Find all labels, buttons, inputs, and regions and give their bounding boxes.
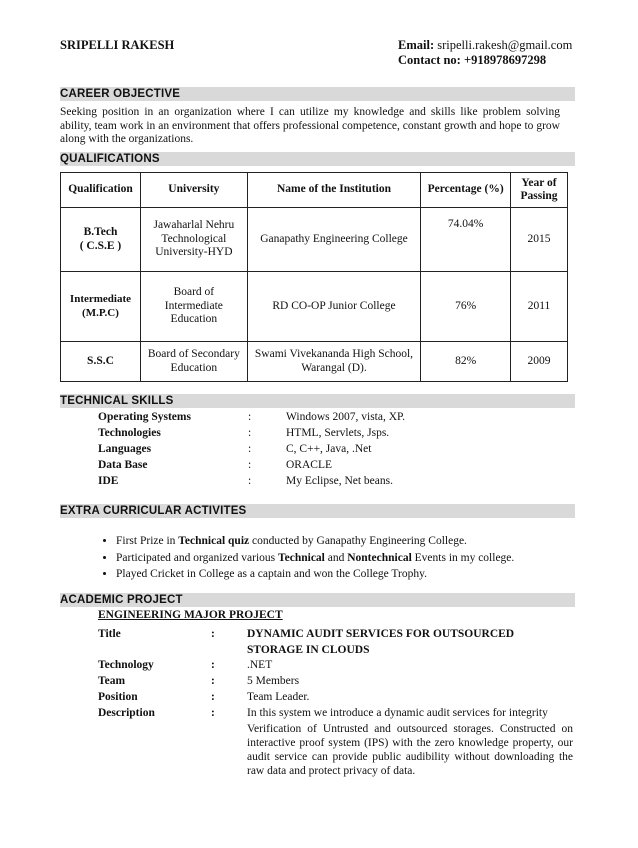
cell-percentage: 76%: [421, 272, 511, 342]
item-text: conducted by Ganapathy Engineering College.: [249, 535, 467, 547]
item-text: Played Cricket in College as a captain and won the College Trophy.: [116, 568, 427, 580]
project-value: In this system we introduce a dynamic audit services for integrity: [247, 707, 548, 719]
contact-value: +918978697298: [463, 53, 547, 67]
project-value: Team Leader.: [247, 691, 310, 703]
email-line: [398, 38, 572, 53]
skill-label: IDE: [98, 475, 119, 487]
candidate-name: SRIPELLI RAKESH: [60, 38, 175, 52]
col-header-university: University: [140, 173, 247, 208]
cell-qualification: B.Tech ( C.S.E ): [61, 208, 141, 272]
list-item: [116, 550, 514, 567]
skill-label: Languages: [98, 443, 152, 455]
section-title-qualifications: QUALIFICATIONS: [60, 153, 160, 165]
project-label: Title: [98, 628, 121, 640]
skill-separator: :: [248, 443, 252, 455]
table-row: [61, 208, 568, 272]
project-label: Position: [98, 691, 138, 703]
cell-percentage: 82%: [421, 342, 511, 382]
item-text: First Prize in: [116, 535, 179, 547]
project-subtitle: ENGINEERING MAJOR PROJECT: [98, 609, 283, 621]
skill-label: Data Base: [98, 459, 148, 471]
cell-institution: Ganapathy Engineering College: [247, 208, 420, 272]
project-label: Team: [98, 675, 126, 687]
cell-university: Jawaharlal Nehru Technological University-HYD: [140, 208, 247, 272]
list-item: [116, 533, 514, 550]
project-separator: :: [211, 628, 215, 640]
project-value: 5 Members: [247, 675, 300, 687]
project-description: Verification of Untrusted and outsourced storages. Constructed on interactive proof system (IPS) with the zero knowledge property, our audit service can provide public audibility without downloading the raw data and protect privacy of data.: [247, 723, 573, 777]
col-header-year: Year of Passing: [511, 173, 568, 208]
cell-university: Board of Intermediate Education: [140, 272, 247, 342]
section-title-project: ACADEMIC PROJECT: [60, 594, 183, 606]
extra-curricular-list: [98, 533, 514, 583]
contact-block: [398, 38, 572, 68]
skill-label: Technologies: [98, 427, 161, 439]
project-separator: :: [211, 675, 215, 687]
item-emphasis: Nontechnical: [347, 551, 412, 564]
cell-year: 2011: [511, 272, 568, 342]
cell-qualification: S.S.C: [61, 342, 141, 382]
skill-value: HTML, Servlets, Jsps.: [286, 427, 390, 439]
email-label: Email:: [398, 38, 435, 52]
project-title-value: DYNAMIC AUDIT SERVICES FOR OUTSOURCED STORAGE IN CLOUDS: [247, 628, 515, 656]
project-label: Description: [98, 707, 155, 719]
cell-percentage: 74.04%: [421, 208, 511, 272]
table-row: [61, 272, 568, 342]
list-item: [116, 566, 514, 583]
skill-value: Windows 2007, vista, XP.: [286, 411, 406, 423]
item-text: and: [324, 551, 348, 564]
col-header-qualification: Qualification: [61, 173, 141, 208]
skill-separator: :: [248, 475, 252, 487]
skill-value: ORACLE: [286, 459, 332, 471]
cell-institution: Swami Vivekananda High School, Warangal (D).: [247, 342, 420, 382]
email-value[interactable]: sripelli.rakesh@gmail.com: [437, 38, 573, 52]
section-title-career: CAREER OBJECTIVE: [60, 88, 181, 100]
item-text: Participated and organized various: [116, 551, 279, 564]
cell-university: Board of Secondary Education: [140, 342, 247, 382]
cell-institution: RD CO-OP Junior College: [247, 272, 420, 342]
contact-label: Contact no:: [398, 53, 461, 67]
table-row: [61, 342, 568, 382]
qualifications-table: [60, 172, 568, 382]
project-label: Technology: [98, 659, 154, 671]
project-separator: :: [211, 691, 215, 703]
section-title-skills: TECHNICAL SKILLS: [60, 395, 174, 407]
project-value: .NET: [247, 659, 273, 671]
skill-label: Operating Systems: [98, 411, 191, 423]
contact-line: [398, 53, 572, 68]
item-emphasis: Technical quiz: [178, 535, 250, 547]
project-separator: :: [211, 707, 215, 719]
cell-year: 2015: [511, 208, 568, 272]
skill-value: C, C++, Java, .Net: [286, 443, 372, 455]
skill-separator: :: [248, 427, 252, 439]
cell-year: 2009: [511, 342, 568, 382]
project-separator: :: [211, 659, 215, 671]
table-header-row: [61, 173, 568, 208]
skill-value: My Eclipse, Net beans.: [286, 475, 393, 487]
skill-separator: :: [248, 411, 252, 423]
item-emphasis: Technical: [278, 551, 325, 564]
col-header-percentage: Percentage (%): [421, 173, 511, 208]
career-objective-text: Seeking position in an organization where I can utilize my knowledge and skills like problem solving ability, team work in an environment that offers professional competence, constant growth and hope to grow along with the organizations.: [60, 106, 560, 145]
section-title-extra: EXTRA CURRICULAR ACTIVITES: [60, 505, 247, 517]
skill-separator: :: [248, 459, 252, 471]
cell-qualification: Intermediate (M.P.C): [61, 272, 141, 342]
col-header-institution: Name of the Institution: [247, 173, 420, 208]
item-text: Events in my college.: [411, 551, 515, 564]
